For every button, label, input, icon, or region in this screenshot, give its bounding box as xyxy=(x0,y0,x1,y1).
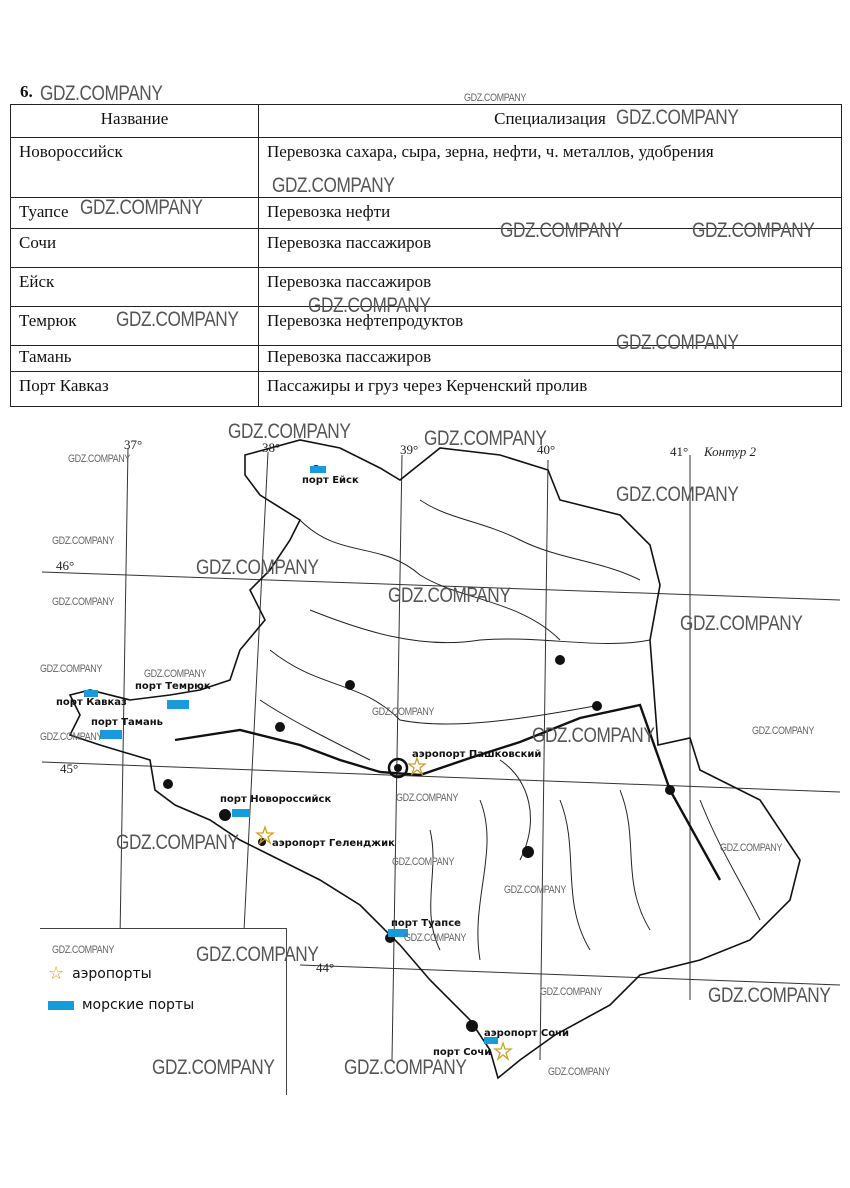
watermark: GDZ.COMPANY xyxy=(40,731,102,743)
label-port-temryuk: порт Темрюк xyxy=(135,681,211,692)
city-dot xyxy=(275,722,285,732)
label-port-taman: порт Тамань xyxy=(91,717,163,728)
label-airport-sochi: аэропорт Сочи xyxy=(484,1028,569,1039)
port-name-cell: Ейск xyxy=(11,268,259,307)
coord-label: 41° xyxy=(670,444,689,459)
port-specialization-cell: Перевозка пассажиров xyxy=(259,268,842,307)
label-port-sochi: порт Сочи xyxy=(433,1047,492,1058)
sea-port-icon xyxy=(48,1001,74,1010)
watermark: GDZ.COMPANY xyxy=(616,483,739,506)
watermark: GDZ.COMPANY xyxy=(500,219,623,242)
coord-label: 40° xyxy=(537,442,556,457)
contour-label: Контур 2 xyxy=(704,444,756,459)
label-port-tuapse: порт Туапсе xyxy=(391,918,461,929)
coord-label: 45° xyxy=(60,761,79,776)
watermark: GDZ.COMPANY xyxy=(752,725,814,737)
city-dot xyxy=(466,1020,478,1032)
watermark: GDZ.COMPANY xyxy=(692,219,815,242)
krasnodar-marker-center xyxy=(394,764,402,772)
port-marker-yeisk xyxy=(310,466,326,473)
watermark: GDZ.COMPANY xyxy=(196,556,319,579)
city-dot xyxy=(665,785,675,795)
watermark: GDZ.COMPANY xyxy=(68,453,130,465)
column-header-specialization: Специализация xyxy=(259,105,842,138)
coord-label: 37° xyxy=(124,437,143,452)
legend-airports-label: аэропорты xyxy=(72,965,152,982)
watermark: GDZ.COMPANY xyxy=(308,294,431,317)
port-marker-novorossiysk xyxy=(232,809,250,817)
watermark: GDZ.COMPANY xyxy=(532,724,655,747)
watermark: GDZ.COMPANY xyxy=(344,1056,467,1079)
port-name-cell: Туапсе xyxy=(11,198,259,229)
watermark: GDZ.COMPANY xyxy=(388,584,511,607)
watermark: GDZ.COMPANY xyxy=(720,842,782,854)
task-number: 6. xyxy=(20,82,33,101)
column-header-name: Название xyxy=(11,105,259,138)
coord-label: 39° xyxy=(400,442,419,457)
coord-label: 44° xyxy=(316,960,335,975)
watermark: GDZ.COMPANY xyxy=(196,943,319,966)
watermark: GDZ.COMPANY xyxy=(40,82,163,105)
watermark: GDZ.COMPANY xyxy=(40,663,102,675)
watermark: GDZ.COMPANY xyxy=(504,884,566,896)
port-marker-kavkaz xyxy=(84,690,98,697)
city-dot xyxy=(555,655,565,665)
watermark: GDZ.COMPANY xyxy=(404,932,466,944)
airport-star-icon: ☆ xyxy=(48,963,65,984)
port-specialization-cell: Перевозка пассажиров xyxy=(259,229,842,268)
watermark: GDZ.COMPANY xyxy=(272,174,395,197)
port-specialization-cell: Пассажиры и груз через Керченский пролив xyxy=(259,372,842,407)
watermark: GDZ.COMPANY xyxy=(52,596,114,608)
watermark: GDZ.COMPANY xyxy=(396,792,458,804)
watermark: GDZ.COMPANY xyxy=(80,196,203,219)
port-marker-temryuk xyxy=(167,700,189,709)
port-name-cell: Тамань xyxy=(11,346,259,372)
city-dot xyxy=(163,779,173,789)
watermark: GDZ.COMPANY xyxy=(540,986,602,998)
port-specialization-cell: Перевозка пассажиров xyxy=(259,346,842,372)
port-name-cell: Новороссийск xyxy=(11,138,259,198)
legend-airports xyxy=(48,963,152,984)
port-specialization-cell: Перевозка сахара, сыра, зерна, нефти, ч. металлов, удобрения xyxy=(259,138,842,198)
airport-star-icon xyxy=(409,758,425,774)
watermark: GDZ.COMPANY xyxy=(372,706,434,718)
watermark: GDZ.COMPANY xyxy=(708,984,831,1007)
watermark: GDZ.COMPANY xyxy=(144,668,206,680)
label-port-novorossiysk: порт Новороссийск xyxy=(220,794,332,805)
label-airport-gelendzhik: аэропорт Геленджик xyxy=(272,838,395,849)
city-dot xyxy=(592,701,602,711)
port-specialization-cell: Перевозка нефти xyxy=(259,198,842,229)
watermark: GDZ.COMPANY xyxy=(116,831,239,854)
port-name-cell: Темрюк xyxy=(11,307,259,346)
label-port-yeisk: порт Ейск xyxy=(302,475,359,486)
city-dot xyxy=(345,680,355,690)
city-dot xyxy=(522,846,534,858)
coord-label: 38° xyxy=(262,440,281,455)
port-name-cell: Порт Кавказ xyxy=(11,372,259,407)
watermark: GDZ.COMPANY xyxy=(152,1056,275,1079)
watermark: GDZ.COMPANY xyxy=(680,612,803,635)
watermark: GDZ.COMPANY xyxy=(424,427,547,450)
watermark: GDZ.COMPANY xyxy=(52,944,114,956)
coord-label: 46° xyxy=(56,558,75,573)
city-dot xyxy=(219,809,231,821)
label-port-kavkaz: порт Кавказ xyxy=(56,697,127,708)
legend-sea-ports-label: морские порты xyxy=(82,997,195,1013)
port-specialization-cell: Перевозка нефтепродуктов xyxy=(259,307,842,346)
label-airport-pashkovsky: аэропорт Пашковский xyxy=(412,749,542,760)
watermark: GDZ.COMPANY xyxy=(548,1066,610,1078)
port-name-cell: Сочи xyxy=(11,229,259,268)
watermark: GDZ.COMPANY xyxy=(228,420,351,443)
airport-star-icon xyxy=(495,1043,511,1059)
port-marker-taman xyxy=(100,730,122,739)
watermark: GDZ.COMPANY xyxy=(52,535,114,547)
watermark: GDZ.COMPANY xyxy=(616,331,739,354)
legend-sea-ports xyxy=(48,997,194,1013)
watermark: GDZ.COMPANY xyxy=(392,856,454,868)
watermark: GDZ.COMPANY xyxy=(464,92,526,104)
watermark: GDZ.COMPANY xyxy=(616,106,739,129)
watermark: GDZ.COMPANY xyxy=(116,308,239,331)
